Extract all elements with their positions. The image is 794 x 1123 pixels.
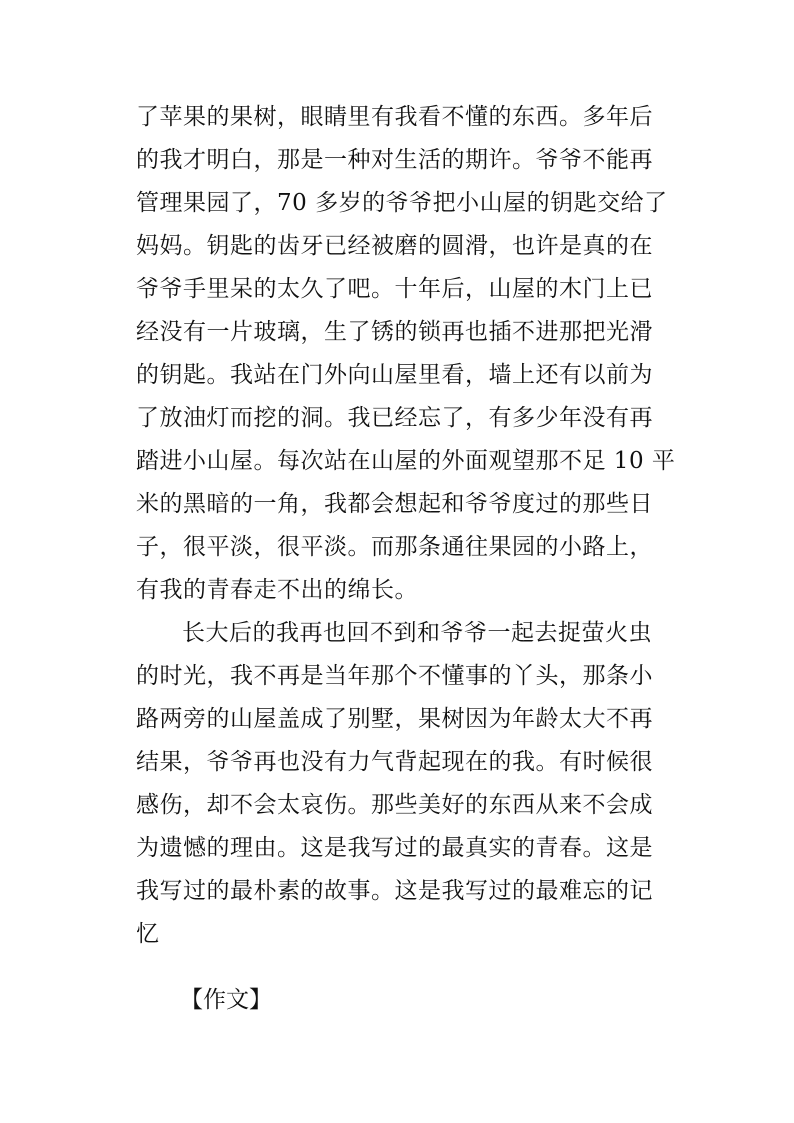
text-line: 的时光，我不再是当年那个不懂事的丫头，那条小 <box>136 663 653 689</box>
text-line: 感伤，却不会太哀伤。那些美好的东西从来不会成 <box>136 792 653 818</box>
text-line: 米的黑暗的一角，我都会想起和爷爷度过的那些日 <box>136 491 653 517</box>
text-line: 的我才明白，那是一种对生活的期许。爷爷不能再 <box>136 147 653 173</box>
text-line: 管理果园了，70 多岁的爷爷把小山屋的钥匙交给了 <box>136 190 668 216</box>
text-line: 为遗憾的理由。这是我写过的最真实的青春。这是 <box>136 835 653 861</box>
text-line: 妈妈。钥匙的齿牙已经被磨的圆滑，也许是真的在 <box>136 233 653 259</box>
text-line: 路两旁的山屋盖成了别墅，果树因为年龄太大不再 <box>136 706 653 732</box>
text-line: 结果，爷爷再也没有力气背起现在的我。有时候很 <box>136 749 653 775</box>
text-line: 了苹果的果树，眼睛里有我看不懂的东西。多年后 <box>136 104 653 130</box>
text-line: 爷爷手里呆的太久了吧。十年后，山屋的木门上已 <box>136 276 653 302</box>
text-line: 我写过的最朴素的故事。这是我写过的最难忘的记 <box>136 878 653 904</box>
text-line: 子，很平淡，很平淡。而那条通往果园的小路上， <box>136 534 653 560</box>
section-heading: 【作文】 <box>180 987 272 1013</box>
text-line: 经没有一片玻璃，生了锈的锁再也插不进那把光滑 <box>136 319 653 345</box>
text-line: 的钥匙。我站在门外向山屋里看，墙上还有以前为 <box>136 362 653 388</box>
text-line: 了放油灯而挖的洞。我已经忘了，有多少年没有再 <box>136 405 653 431</box>
text-line: 有我的青春走不出的绵长。 <box>136 577 418 603</box>
text-line: 忆 <box>136 921 160 947</box>
text-line: 长大后的我再也回不到和爷爷一起去捉萤火虫 <box>182 620 652 646</box>
text-line: 踏进小山屋。每次站在山屋的外面观望那不足 10 平 <box>136 448 676 474</box>
